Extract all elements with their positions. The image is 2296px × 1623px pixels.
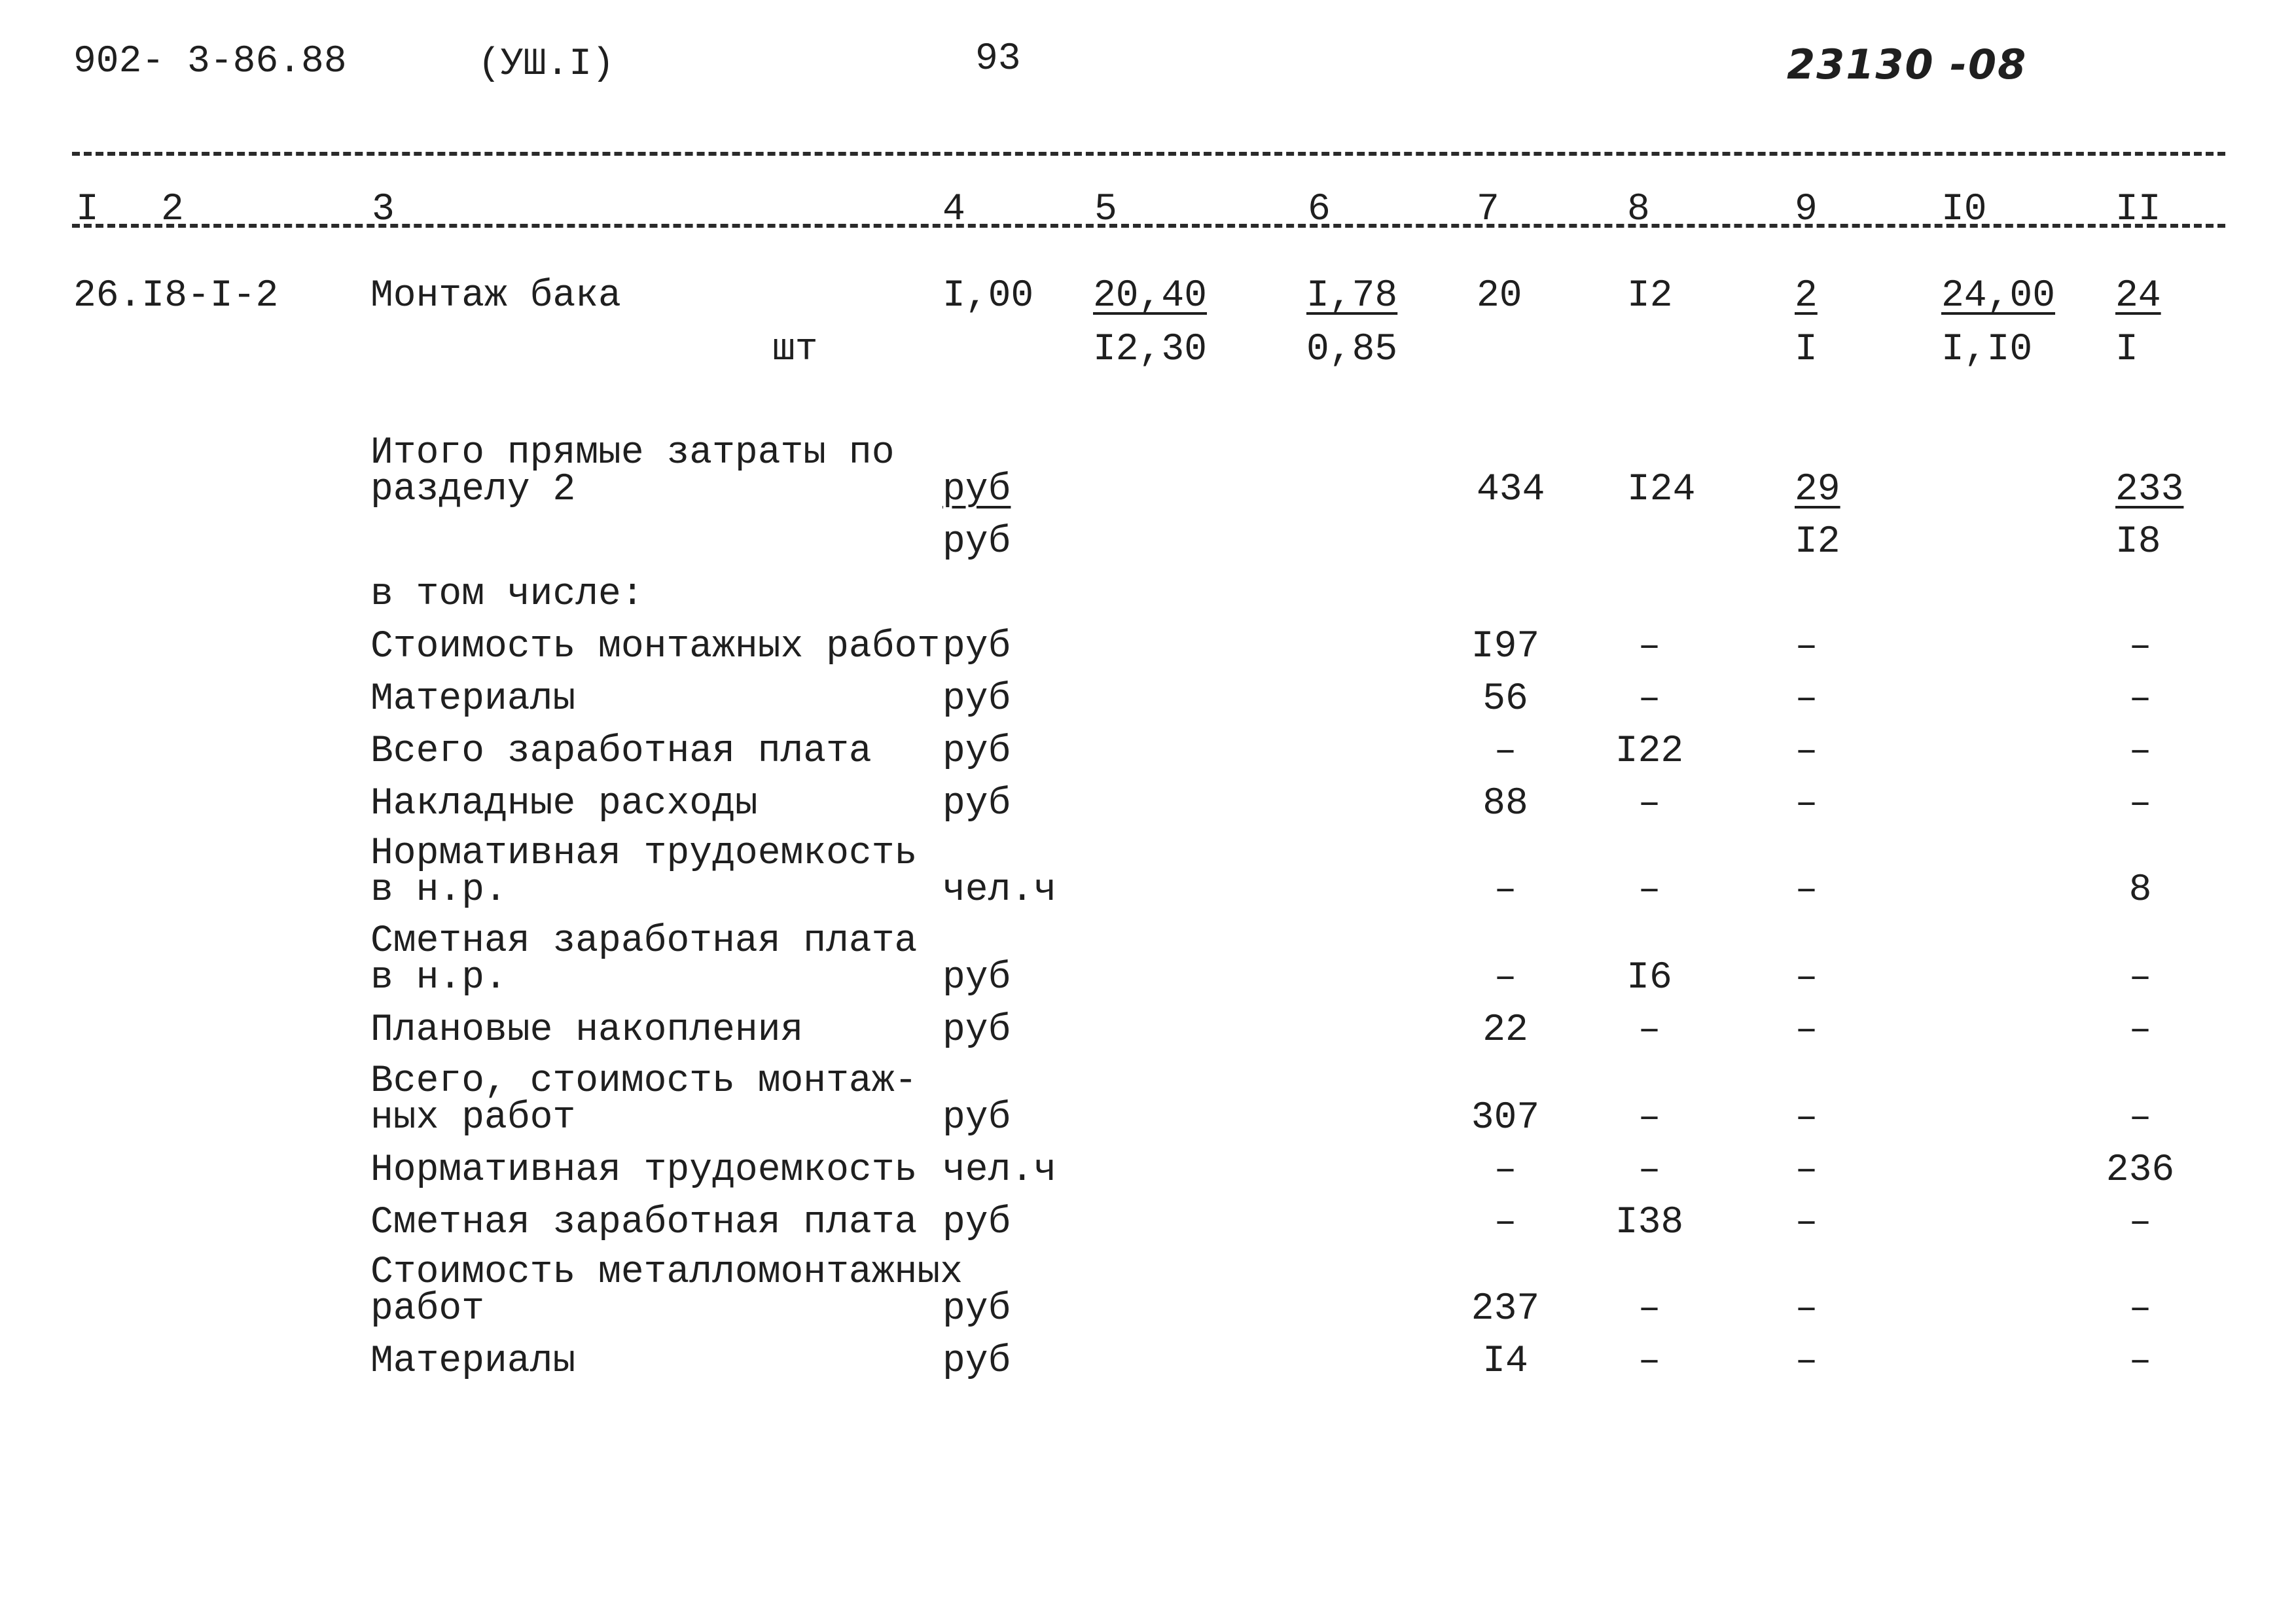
summary-title-line2: разделу 2 [370,469,576,511]
row-label: Стоимость металломонтажных [370,1251,963,1294]
row-col8: – [1638,678,1661,721]
row-col9: – [1795,869,1818,912]
including-label: в том числе: [370,573,644,616]
row-col8: – [1638,626,1661,668]
header-rule [72,152,2225,156]
row-col7: – [1494,730,1517,773]
row-unit: чел.ч [942,869,1057,912]
row-label: Материалы [370,1340,576,1383]
item-col6-top: I,78 [1306,275,1398,317]
item-unit: шт [772,329,818,371]
row-unit: руб [942,957,1011,999]
row-col9: – [1795,1149,1818,1192]
row-col11: 8 [2128,869,2152,912]
row-col7: 22 [1482,1009,1528,1052]
row-col8: – [1638,1149,1661,1192]
row-col11: – [2128,1340,2152,1383]
row-col11: – [2128,1288,2152,1330]
summary-unit-top: руб [942,469,1011,511]
row-col8: – [1638,1009,1661,1052]
row-label: Плановые накопления [370,1009,804,1052]
document-code: 902- 3-86.88 [73,41,347,83]
page-number: 93 [975,38,1021,80]
summary-title-line1: Итого прямые затраты по [370,432,895,474]
row-unit: руб [942,1202,1011,1244]
row-col11: – [2128,1009,2152,1052]
item-col9-bottom: I [1795,329,1818,371]
summary-col9-top: 29 [1795,469,1840,511]
row-col7: – [1494,1149,1517,1192]
item-col10-bottom: I,I0 [1941,329,2033,371]
column-number-6: 6 [1308,188,1331,231]
column-number-11: II [2115,188,2161,231]
summary-col11-top: 233 [2115,469,2184,511]
row-col8: – [1638,1288,1661,1330]
item-col8: I2 [1627,275,1673,317]
row-unit: руб [942,730,1011,773]
item-col11-top: 24 [2115,275,2161,317]
row-unit: чел.ч [942,1149,1057,1192]
row-col9: – [1795,957,1818,999]
row-col7: – [1494,957,1517,999]
row-col11: 236 [2106,1149,2175,1192]
column-number-4: 4 [942,188,965,231]
row-col7: I97 [1471,626,1540,668]
column-number-9: 9 [1795,188,1818,231]
row-label: Материалы [370,678,576,721]
row-col11: – [2128,783,2152,825]
row-col8: I22 [1615,730,1684,773]
row-label-line2: работ [370,1288,485,1330]
item-col10-top: 24,00 [1941,275,2056,317]
row-unit: руб [942,783,1011,825]
row-col9: – [1795,783,1818,825]
row-col9: – [1795,1288,1818,1330]
summary-col9-bottom: I2 [1795,521,1840,563]
summary-col7: 434 [1477,469,1545,511]
row-label-line2: в н.р. [370,957,507,999]
column-number-5: 5 [1094,188,1117,231]
section-label: (УШ.I) [478,43,615,86]
row-label: Нормативная трудоемкость [370,1149,918,1192]
row-col7: I4 [1482,1340,1528,1383]
handwritten-number: 23130 -08 [1787,41,2028,88]
row-col8: – [1638,1340,1661,1383]
row-col11: – [2128,1202,2152,1244]
row-unit: руб [942,678,1011,721]
row-col9: – [1795,730,1818,773]
row-col11: – [2128,957,2152,999]
column-number-10: I0 [1941,188,1987,231]
row-col7: 88 [1482,783,1528,825]
row-col7: 307 [1471,1097,1540,1139]
item-col9-top: 2 [1795,275,1818,317]
row-col7: 56 [1482,678,1528,721]
row-col11: – [2128,678,2152,721]
column-number-1: I [76,188,99,231]
row-col8: I38 [1615,1202,1684,1244]
row-unit: руб [942,1340,1011,1383]
column-number-2: 2 [161,188,184,231]
column-number-7: 7 [1477,188,1499,231]
row-label-line2: ных работ [370,1097,576,1139]
row-col11: – [2128,1097,2152,1139]
item-col7: 20 [1477,275,1522,317]
row-label-line2: в н.р. [370,869,507,912]
row-col9: – [1795,1009,1818,1052]
row-col8: – [1638,783,1661,825]
row-col9: – [1795,1097,1818,1139]
row-unit: руб [942,1009,1011,1052]
row-col8: – [1638,1097,1661,1139]
column-number-8: 8 [1627,188,1650,231]
item-col5-bottom: I2,30 [1093,329,1208,371]
column-number-3: 3 [372,188,395,231]
row-label: Сметная заработная плата [370,1202,918,1244]
row-col7: 237 [1471,1288,1540,1330]
row-unit: руб [942,626,1011,668]
row-col9: – [1795,1340,1818,1383]
row-col9: – [1795,678,1818,721]
summary-col11-bottom: I8 [2115,521,2161,563]
row-col8: I6 [1626,957,1672,999]
item-code: 26.I8-I-2 [73,275,279,317]
row-col11: – [2128,626,2152,668]
row-unit: руб [942,1288,1011,1330]
item-col6-bottom: 0,85 [1306,329,1398,371]
row-label: Сметная заработная плата [370,920,918,963]
row-label: Накладные расходы [370,783,758,825]
row-col7: – [1494,869,1517,912]
row-label: Всего заработная плата [370,730,872,773]
summary-unit-bottom: руб [942,521,1011,563]
item-col5-top: 20,40 [1093,275,1208,317]
item-col11-bottom: I [2115,329,2138,371]
item-name: Монтаж бака [370,275,621,317]
item-quantity: I,00 [942,275,1034,317]
row-col11: – [2128,730,2152,773]
summary-col8: I24 [1627,469,1696,511]
row-col8: – [1638,869,1661,912]
row-unit: руб [942,1097,1011,1139]
row-label: Всего, стоимость монтаж- [370,1060,918,1103]
row-col7: – [1494,1202,1517,1244]
column-rule [72,224,2225,228]
row-label: Стоимость монтажных работ [370,626,941,668]
row-col9: – [1795,626,1818,668]
row-label: Нормативная трудоемкость [370,832,918,875]
row-col9: – [1795,1202,1818,1244]
